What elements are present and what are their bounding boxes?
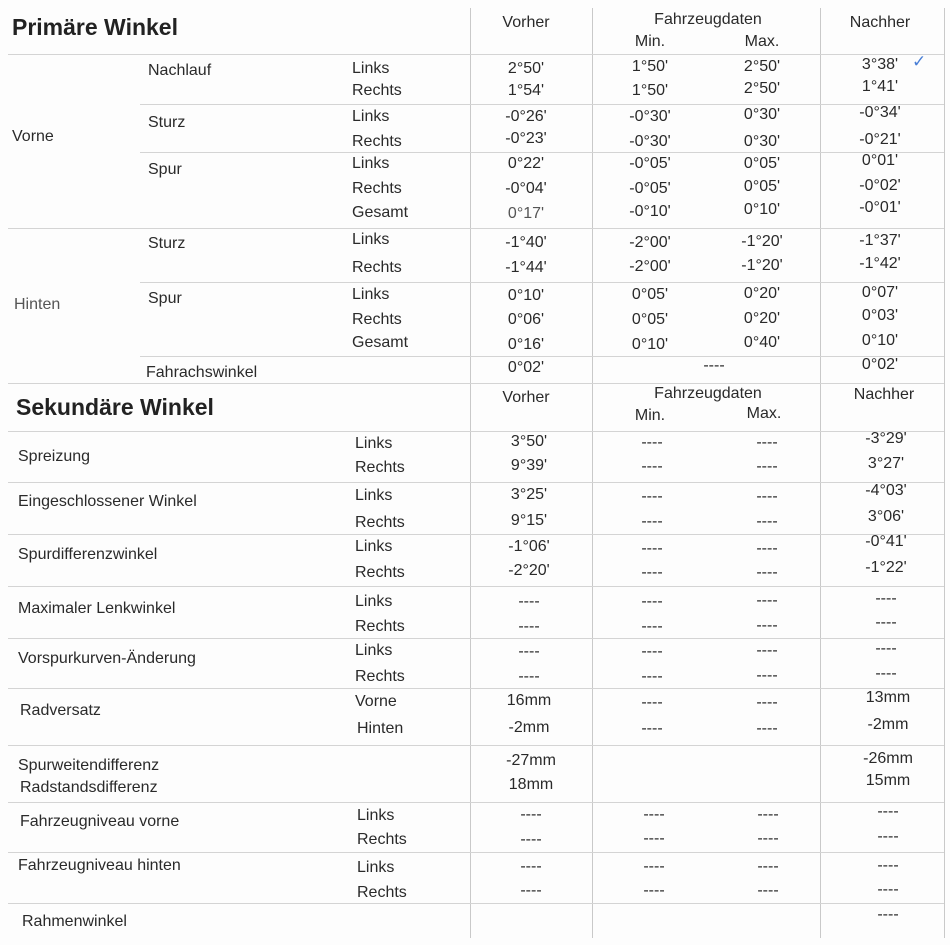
value-max: ---- <box>757 858 779 875</box>
primary-title: Primäre Winkel <box>12 14 178 40</box>
side-label: Links <box>352 60 390 77</box>
value-min: -0°10' <box>629 203 671 220</box>
value-min: ---- <box>643 858 665 875</box>
secondary-title: Sekundäre Winkel <box>16 394 214 420</box>
value-after: -3°29' <box>865 430 907 447</box>
value-after: -0°21' <box>859 131 901 148</box>
value-max: ---- <box>756 540 778 557</box>
value-before: -0°26' <box>505 108 547 125</box>
value-max: ---- <box>756 592 778 609</box>
value-before: 18mm <box>508 776 554 793</box>
value-before: ---- <box>520 806 542 823</box>
value-after: -1°42' <box>859 255 901 272</box>
value-after: -1°37' <box>859 232 901 249</box>
side-label: Gesamt <box>352 204 409 221</box>
label-eingeschlossen: Eingeschlossener Winkel <box>18 493 197 510</box>
row-divider <box>140 152 944 153</box>
side-label: Links <box>357 859 395 876</box>
label-camber-front: Sturz <box>148 114 186 131</box>
value-before: ---- <box>520 882 542 899</box>
side-label: Links <box>352 155 390 172</box>
side-label: Rechts <box>355 564 405 581</box>
value-min: ---- <box>641 564 663 581</box>
value-before: ---- <box>520 831 542 848</box>
value-before: ---- <box>520 858 542 875</box>
value-before: 0°17' <box>507 205 545 222</box>
row-divider <box>8 586 944 587</box>
value-before: 2°50' <box>507 60 545 77</box>
value-before: ---- <box>518 668 540 685</box>
value-max: 0°10' <box>743 201 781 218</box>
side-label: Rechts <box>355 668 405 685</box>
value-min: 1°50' <box>631 82 669 99</box>
value-before: -2°20' <box>508 562 550 579</box>
value-after: -4°03' <box>865 482 907 499</box>
side-label: Rechts <box>357 884 407 901</box>
value-before: -27mm <box>506 752 556 769</box>
side-label: Rechts <box>355 459 405 476</box>
value-min: 1°50' <box>631 58 669 75</box>
label-lenkwinkel: Maximaler Lenkwinkel <box>18 600 176 617</box>
label-radstand: Radstandsdifferenz <box>20 779 158 796</box>
value-min: -0°05' <box>629 180 671 197</box>
value-min: ---- <box>641 540 663 557</box>
value-max: 2°50' <box>743 80 781 97</box>
value-min: ---- <box>641 488 663 505</box>
value-max: ---- <box>756 458 778 475</box>
value-max: 0°05' <box>743 155 781 172</box>
side-label: Rechts <box>357 831 407 848</box>
value-after: 3°27' <box>867 455 905 472</box>
value-min: -2°00' <box>629 234 671 251</box>
header-min: Min. <box>634 33 666 50</box>
value-min: ---- <box>641 593 663 610</box>
value-before: 0°16' <box>507 336 545 353</box>
side-label: Rechts <box>352 259 402 276</box>
side-label: Vorne <box>355 693 397 710</box>
label-radversatz: Radversatz <box>20 702 101 719</box>
value-after: 0°03' <box>861 307 899 324</box>
side-label: Rechts <box>352 180 402 197</box>
label-vorspur: Vorspurkurven-Änderung <box>18 650 196 667</box>
value-min: 0°05' <box>631 286 669 303</box>
value-before: 3°50' <box>510 433 548 450</box>
value-min: -0°05' <box>629 155 671 172</box>
side-label: Links <box>355 593 393 610</box>
value-after: -26mm <box>863 750 913 767</box>
value-after: ---- <box>875 665 897 682</box>
value-after: -2mm <box>867 716 909 733</box>
value-before: 9°39' <box>510 457 548 474</box>
value-max: 0°20' <box>743 310 781 327</box>
value-min: ---- <box>643 882 665 899</box>
value-max: ---- <box>756 617 778 634</box>
header-max: Max. <box>746 405 782 422</box>
row-divider <box>8 228 944 229</box>
row-divider <box>140 104 944 105</box>
value-after: 0°02' <box>861 356 899 373</box>
row-divider <box>8 383 944 384</box>
value-before: ---- <box>518 643 540 660</box>
value-before: -0°23' <box>505 130 547 147</box>
side-label: Links <box>352 108 390 125</box>
column-divider <box>820 8 821 938</box>
value-before: 16mm <box>506 692 552 709</box>
row-divider <box>8 431 944 432</box>
side-label: Rechts <box>352 133 402 150</box>
side-label: Links <box>352 231 390 248</box>
label-caster: Nachlauf <box>148 62 212 79</box>
value-before: 0°02' <box>507 359 545 376</box>
value-after: -0°34' <box>859 104 901 121</box>
row-divider <box>8 852 944 853</box>
value-after: 15mm <box>865 772 911 789</box>
label-toe-front: Spur <box>148 161 182 178</box>
value-before: ---- <box>518 593 540 610</box>
header-before: Vorher <box>502 389 550 406</box>
value-min: 0°10' <box>631 336 669 353</box>
value-min: -0°30' <box>629 108 671 125</box>
value-min-max: ---- <box>703 357 725 374</box>
value-max: ---- <box>756 667 778 684</box>
value-before: 0°10' <box>507 287 545 304</box>
value-max: ---- <box>757 806 779 823</box>
column-divider <box>944 8 945 938</box>
value-before: 1°54' <box>507 82 545 99</box>
value-max: ---- <box>757 830 779 847</box>
value-max: 0°05' <box>743 178 781 195</box>
row-divider <box>140 356 944 357</box>
side-label: Rechts <box>352 311 402 328</box>
value-min: ---- <box>641 720 663 737</box>
label-spurweite: Spurweitendifferenz <box>18 757 160 774</box>
row-divider <box>8 745 944 746</box>
value-min: ---- <box>641 643 663 660</box>
value-min: ---- <box>641 513 663 530</box>
label-toe-rear: Spur <box>148 290 182 307</box>
value-after: -0°41' <box>865 533 907 550</box>
value-min: ---- <box>643 830 665 847</box>
row-divider <box>8 903 944 904</box>
value-max: ---- <box>757 882 779 899</box>
label-rahmen: Rahmenwinkel <box>22 913 127 930</box>
side-label: Rechts <box>352 82 402 99</box>
value-before: 3°25' <box>510 486 548 503</box>
header-specs: Fahrzeugdaten <box>654 11 762 28</box>
value-max: ---- <box>756 564 778 581</box>
value-max: ---- <box>756 642 778 659</box>
header-specs: Fahrzeugdaten <box>654 385 762 402</box>
value-min: ---- <box>643 806 665 823</box>
value-max: 0°30' <box>743 133 781 150</box>
side-label: Rechts <box>355 514 405 531</box>
value-before: 0°06' <box>507 311 545 328</box>
row-divider <box>8 688 944 689</box>
value-after: ---- <box>875 590 897 607</box>
value-max: 0°30' <box>743 106 781 123</box>
value-min: -0°30' <box>629 133 671 150</box>
value-max: -1°20' <box>741 257 783 274</box>
value-max: ---- <box>756 488 778 505</box>
value-after: 0°01' <box>861 152 899 169</box>
row-divider <box>8 482 944 483</box>
value-after: ---- <box>875 614 897 631</box>
header-after: Nachher <box>849 14 911 31</box>
row-divider <box>8 802 944 803</box>
value-after: ---- <box>877 828 899 845</box>
value-min: ---- <box>641 458 663 475</box>
value-before: 0°22' <box>507 155 545 172</box>
label-thrust-angle: Fahrachswinkel <box>146 364 258 381</box>
label-niveau-vorne: Fahrzeugniveau vorne <box>20 813 180 830</box>
side-label: Links <box>352 286 390 303</box>
row-divider <box>8 638 944 639</box>
header-max: Max. <box>744 33 780 50</box>
value-max: ---- <box>756 513 778 530</box>
value-after: ---- <box>875 640 897 657</box>
value-before: -1°44' <box>505 259 547 276</box>
label-spurdifferenz: Spurdifferenzwinkel <box>18 546 158 563</box>
value-before: 9°15' <box>510 512 548 529</box>
column-divider <box>470 8 471 938</box>
header-min: Min. <box>634 407 666 424</box>
value-min: ---- <box>641 618 663 635</box>
side-label: Links <box>357 807 395 824</box>
check-mark-icon: ✓ <box>912 52 927 71</box>
value-after: 13mm <box>865 689 911 706</box>
value-min: ---- <box>641 668 663 685</box>
value-after: ---- <box>877 803 899 820</box>
value-max: 0°20' <box>743 285 781 302</box>
column-divider <box>592 8 593 938</box>
value-after: -1°22' <box>865 559 907 576</box>
value-min: ---- <box>641 434 663 451</box>
value-after: 0°07' <box>861 284 899 301</box>
row-divider <box>8 534 944 535</box>
value-max: 2°50' <box>743 58 781 75</box>
header-after: Nachher <box>853 386 915 403</box>
side-label: Gesamt <box>352 334 409 351</box>
side-label: Links <box>355 487 393 504</box>
value-min: ---- <box>641 694 663 711</box>
value-after: 0°10' <box>861 332 899 349</box>
side-label: Links <box>355 642 393 659</box>
value-before: -1°40' <box>505 234 547 251</box>
value-after: ---- <box>877 881 899 898</box>
value-after: ---- <box>877 906 899 923</box>
value-max: ---- <box>756 720 778 737</box>
value-max: ---- <box>756 434 778 451</box>
row-divider <box>8 54 944 55</box>
label-camber-rear: Sturz <box>148 235 186 252</box>
value-after: 3°06' <box>867 508 905 525</box>
value-min: -2°00' <box>629 258 671 275</box>
value-max: 0°40' <box>743 334 781 351</box>
value-max: -1°20' <box>741 233 783 250</box>
value-after: ---- <box>877 857 899 874</box>
row-divider <box>140 282 944 283</box>
header-before: Vorher <box>502 14 550 31</box>
value-before: -2mm <box>508 719 550 736</box>
side-label: Links <box>355 435 393 452</box>
group-front: Vorne <box>12 128 54 145</box>
value-after: -0°02' <box>859 177 901 194</box>
side-label: Links <box>355 538 393 555</box>
value-after: -0°01' <box>859 199 901 216</box>
side-label: Rechts <box>355 618 405 635</box>
value-before: -1°06' <box>508 538 550 555</box>
value-min: 0°05' <box>631 311 669 328</box>
label-niveau-hinten: Fahrzeugniveau hinten <box>18 857 181 874</box>
side-label: Hinten <box>357 720 404 737</box>
value-before: -0°04' <box>505 180 547 197</box>
value-before: ---- <box>518 618 540 635</box>
value-after: 1°41' <box>861 78 899 95</box>
value-after: 3°38' <box>861 56 899 73</box>
label-spreizung: Spreizung <box>18 448 91 465</box>
value-max: ---- <box>756 694 778 711</box>
group-rear: Hinten <box>14 296 61 313</box>
